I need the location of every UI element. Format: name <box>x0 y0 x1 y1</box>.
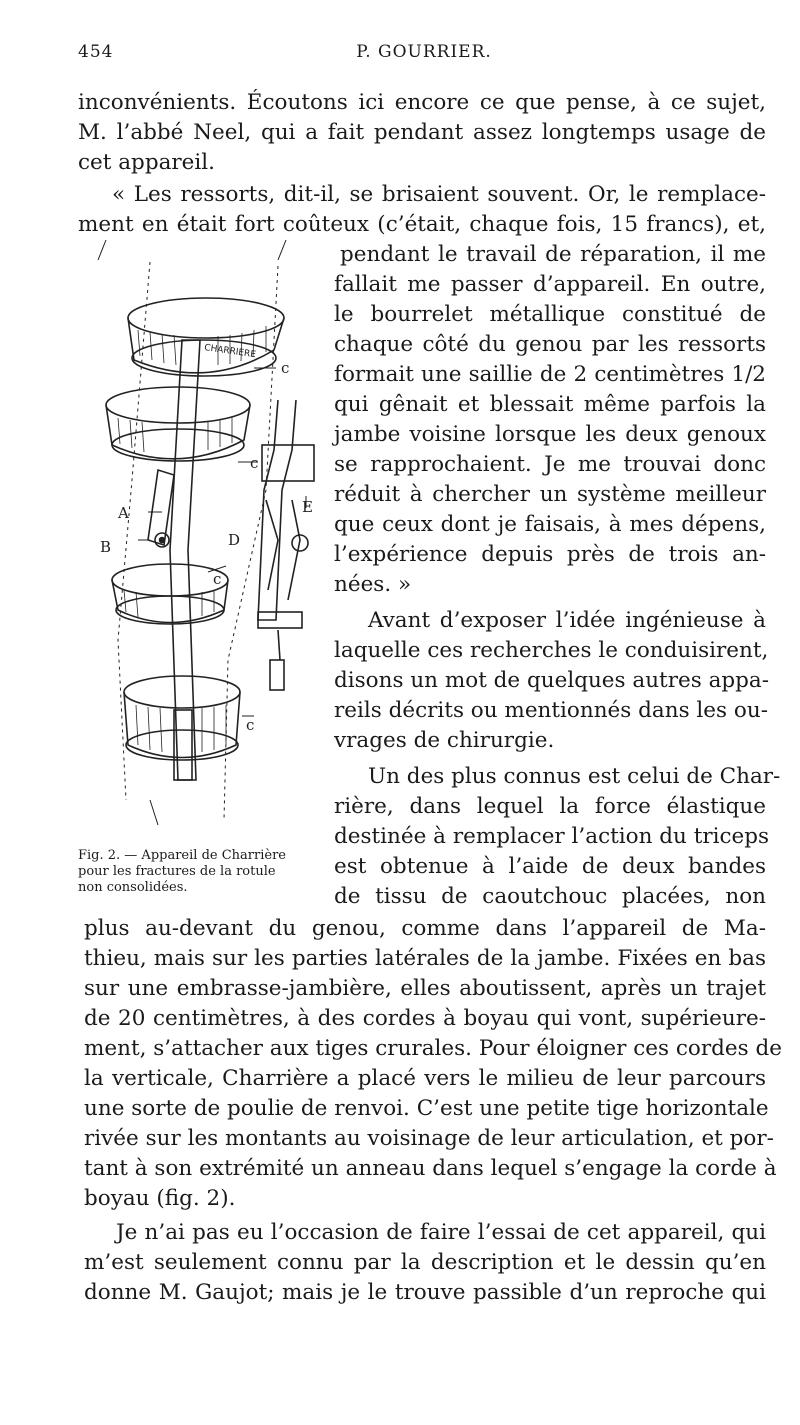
text-line: de 20 centimètres, à des cordes à boyau qui vont, supérieure- <box>84 1006 766 1031</box>
caption-line: non consolidées. <box>78 880 188 895</box>
text-line: rière, dans lequel la force élastique <box>334 794 766 819</box>
text-line: ment, s’attacher aux tiges crurales. Pour éloigner ces cordes de <box>84 1036 782 1061</box>
text-line: réduit à chercher un système meilleur <box>334 482 766 507</box>
text-line: rivée sur les montants au voisinage de leur articulation, et por- <box>84 1126 774 1151</box>
text-line: de tissu de caoutchouc placées, non <box>334 884 766 909</box>
text-line: tant à son extrémité un anneau dans lequel s’engage la corde à <box>84 1156 777 1181</box>
page-number: 454 <box>78 42 114 62</box>
text-line: Un des plus connus est celui de Char- <box>368 764 781 789</box>
text-line: se rapprochaient. Je me trouvai donc <box>334 452 766 477</box>
text-line: destinée à remplacer l’action du triceps <box>334 824 770 849</box>
caption-line: pour les fractures de la rotule <box>78 864 276 879</box>
text-line: thieu, mais sur les parties latérales de la jambe. Fixées en bas <box>84 946 766 971</box>
label-a: A <box>118 504 129 522</box>
text-line: pendant le travail de réparation, il me <box>340 242 766 267</box>
text-line: m’est seulement connu par la description et le dessin qu’en <box>84 1250 766 1275</box>
label-c: c <box>250 454 259 472</box>
page-header <box>78 42 770 68</box>
text-line: disons un mot de quelques autres appa- <box>334 668 769 693</box>
knee-brace-engraving <box>78 240 343 830</box>
text-line: « Les ressorts, dit-il, se brisaient souvent. Or, le remplace- <box>112 182 766 207</box>
text-line: M. l’abbé Neel, qui a fait pendant assez longtemps usage de <box>78 120 766 145</box>
strap-engraving: CHARRIERE <box>203 343 257 361</box>
text-line: nées. » <box>334 572 412 597</box>
text-line: sur une embrasse-jambière, elles aboutissent, après un trajet <box>84 976 766 1001</box>
figure-illustration <box>78 240 343 830</box>
text-line: plus au-devant du genou, comme dans l’appareil de Ma- <box>84 916 766 941</box>
label-d: D <box>228 531 241 549</box>
text-line: Avant d’exposer l’idée ingénieuse à <box>368 608 766 633</box>
text-line: reils décrits ou mentionnés dans les ou- <box>334 698 768 723</box>
label-e: E <box>302 498 313 516</box>
figure-caption <box>78 848 338 896</box>
text-line: que ceux dont je faisais, à mes dépens, <box>334 512 766 537</box>
text-line: ment en était fort coûteux (c’était, chaque fois, 15 francs), et, <box>78 212 766 237</box>
label-c: c <box>281 359 290 377</box>
label-c: c <box>246 716 255 734</box>
text-line: cet appareil. <box>78 150 215 175</box>
text-line: formait une saillie de 2 centimètres 1/2 <box>334 362 766 387</box>
text-line: l’expérience depuis près de trois an- <box>334 542 766 567</box>
text-line: laquelle ces recherches le conduisirent, <box>334 638 769 663</box>
label-c: c <box>213 570 222 588</box>
text-line: boyau (fig. 2). <box>84 1186 236 1211</box>
text-line: est obtenue à l’aide de deux bandes <box>334 854 766 879</box>
label-b: B <box>100 538 112 556</box>
text-line: une sorte de poulie de renvoi. C’est une petite tige horizontale <box>84 1096 769 1121</box>
text-line: fallait me passer d’appareil. En outre, <box>334 272 766 297</box>
text-line: inconvénients. Écoutons ici encore ce que pense, à ce sujet, <box>78 90 766 115</box>
text-line: la verticale, Charrière a placé vers le milieu de leur parcours <box>84 1066 766 1091</box>
text-line: chaque côté du genou par les ressorts <box>334 332 766 357</box>
text-line: Je n’ai pas eu l’occasion de faire l’essai de cet appareil, qui <box>116 1220 766 1245</box>
running-head: P. GOURRIER. <box>356 42 492 62</box>
caption-line: Fig. 2. — Appareil de Charrière <box>78 848 286 863</box>
text-line: vrages de chirurgie. <box>334 728 555 753</box>
text-line: qui gênait et blessait même parfois la <box>334 392 766 417</box>
text-line: jambe voisine lorsque les deux genoux <box>334 422 766 447</box>
text-line: donne M. Gaujot; mais je le trouve passible d’un reproche qui <box>84 1280 766 1305</box>
text-line: le bourrelet métallique constitué de <box>334 302 766 327</box>
